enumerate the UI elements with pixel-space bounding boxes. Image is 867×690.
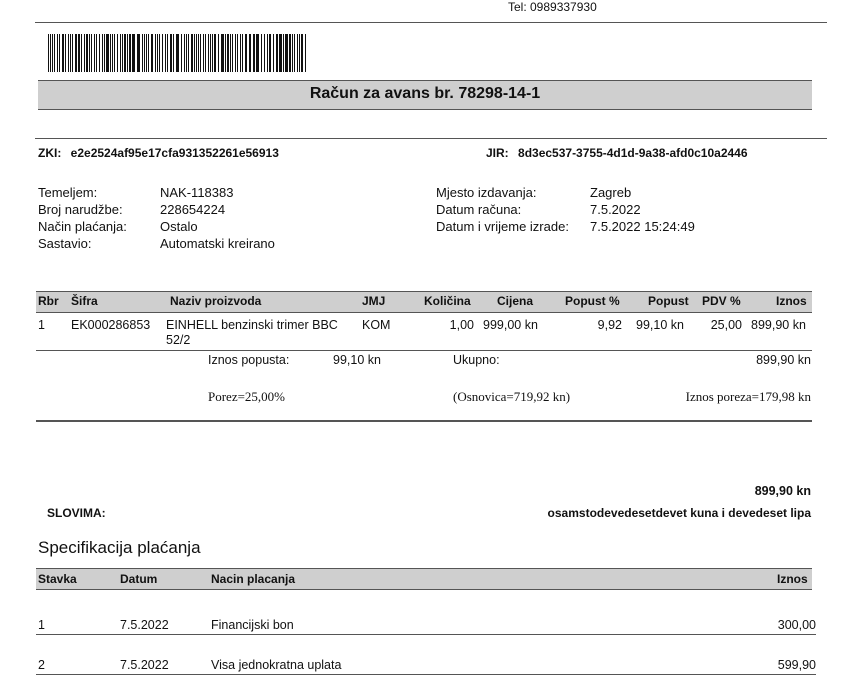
barcode-bar xyxy=(129,34,131,72)
barcode xyxy=(48,34,308,72)
barcode-bar xyxy=(110,34,111,72)
pcell-stavka: 1 xyxy=(38,618,45,632)
col-popust: Popust xyxy=(648,294,689,308)
col-naziv: Naziv proizvoda xyxy=(170,294,262,308)
pcell-nacin: Visa jednokratna uplata xyxy=(211,658,342,672)
barcode-bar xyxy=(191,34,193,72)
barcode-bar xyxy=(267,34,268,72)
barcode-bar xyxy=(237,34,238,72)
cell-pdv: 25,00 xyxy=(710,318,742,332)
cell-sifra: EK000286853 xyxy=(71,318,151,332)
cell-popust-pct: 9,92 xyxy=(597,318,622,332)
barcode-bar xyxy=(221,34,224,72)
pcol-nacin: Nacin placanja xyxy=(211,572,296,586)
cell-cijena: 999,00 kn xyxy=(483,318,538,332)
barcode-bar xyxy=(155,34,156,72)
cell-kolicina: 1,00 xyxy=(449,318,474,332)
barcode-bar xyxy=(120,34,121,72)
barcode-bar xyxy=(256,34,259,72)
cell-jmj: KOM xyxy=(362,318,391,332)
barcode-bar xyxy=(203,34,204,72)
barcode-bar xyxy=(289,34,291,72)
barcode-bar xyxy=(81,34,82,72)
meta-row xyxy=(38,201,275,218)
pcell-datum: 7.5.2022 xyxy=(120,658,169,672)
barcode-bar xyxy=(232,34,233,72)
barcode-bar xyxy=(96,34,97,72)
barcode-bar xyxy=(48,34,49,72)
barcode-bar xyxy=(214,34,216,72)
pcell-datum: 7.5.2022 xyxy=(120,618,169,632)
barcode-bar xyxy=(102,34,103,72)
barcode-bar xyxy=(294,34,295,72)
pcol-datum: Datum xyxy=(120,572,158,586)
pcell-iznos: 599,90 xyxy=(777,658,816,672)
barcode-bar xyxy=(305,34,306,72)
meta-row xyxy=(436,218,695,235)
meta-label: Broj narudžbe: xyxy=(38,202,123,217)
barcode-bar xyxy=(200,34,201,72)
payment-row-divider xyxy=(36,634,816,635)
meta-row xyxy=(436,201,695,218)
barcode-bar xyxy=(157,34,158,72)
zki-value: e2e2524af95e17cfa931352261e56913 xyxy=(70,146,279,160)
meta-label: Mjesto izdavanja: xyxy=(436,185,537,200)
barcode-bar xyxy=(264,34,265,72)
barcode-bar xyxy=(230,34,231,72)
barcode-bar xyxy=(151,34,153,72)
barcode-bar xyxy=(84,34,85,72)
barcode-bar xyxy=(235,34,236,72)
barcode-bar xyxy=(57,34,58,72)
barcode-bar xyxy=(75,34,77,72)
barcode-bar xyxy=(142,34,143,72)
barcode-bar xyxy=(91,34,92,72)
barcode-bar xyxy=(186,34,187,72)
payment-spec-title: Specifikacija plaćanja xyxy=(38,538,201,557)
summary-divider xyxy=(36,420,812,422)
barcode-bar xyxy=(72,34,73,72)
barcode-bar xyxy=(292,34,293,72)
barcode-bar xyxy=(137,34,140,72)
col-iznos: Iznos xyxy=(776,294,807,308)
barcode-bar xyxy=(122,34,123,72)
cell-popust: 99,10 kn xyxy=(636,318,684,332)
col-rbr: Rbr xyxy=(38,294,59,308)
slovima-value: osamstodevedesetdevet kuna i devedeset lipa xyxy=(547,506,811,520)
col-popust-pct: Popust % xyxy=(565,294,620,308)
barcode-bar xyxy=(276,34,278,72)
barcode-bar xyxy=(65,34,66,72)
pcell-nacin: Financijski bon xyxy=(211,618,294,632)
pcol-stavka: Stavka xyxy=(38,572,77,586)
barcode-bar xyxy=(104,34,105,72)
barcode-bar xyxy=(181,34,182,72)
col-kolicina: Količina xyxy=(424,294,471,308)
barcode-bar xyxy=(240,34,241,72)
barcode-bar xyxy=(205,34,206,72)
barcode-bar xyxy=(170,34,172,72)
meta-label: Način plaćanja: xyxy=(38,219,127,234)
barcode-bar xyxy=(279,34,282,72)
barcode-bar xyxy=(148,34,149,72)
zki-divider xyxy=(35,138,827,139)
barcode-bar xyxy=(297,34,298,72)
barcode-bar xyxy=(299,34,300,72)
total-value: 899,90 kn xyxy=(756,353,811,367)
pcell-stavka: 2 xyxy=(38,658,45,672)
barcode-bar xyxy=(173,34,174,72)
col-sifra: Šifra xyxy=(71,294,98,308)
meta-label: Sastavio: xyxy=(38,236,92,251)
meta-row xyxy=(38,218,275,235)
barcode-bar xyxy=(249,34,251,72)
barcode-bar xyxy=(225,34,226,72)
barcode-bar xyxy=(184,34,185,72)
barcode-bar xyxy=(212,34,213,72)
tel-number: Tel: 0989337930 xyxy=(508,0,597,14)
pcol-iznos: Iznos xyxy=(777,572,808,586)
meta-value: 7.5.2022 15:24:49 xyxy=(590,219,695,234)
barcode-bar xyxy=(54,34,55,72)
barcode-bar xyxy=(52,34,53,72)
barcode-bar xyxy=(114,34,115,72)
barcode-bar xyxy=(99,34,100,72)
barcode-bar xyxy=(62,34,64,72)
meta-row xyxy=(436,184,695,201)
zki-label: ZKI: xyxy=(38,146,62,160)
pcell-iznos: 300,00 xyxy=(777,618,816,632)
barcode-bar xyxy=(127,34,128,72)
barcode-bar xyxy=(144,34,145,72)
barcode-bar xyxy=(218,34,219,72)
meta-value: Automatski kreirano xyxy=(160,236,275,251)
barcode-bar xyxy=(269,34,271,72)
barcode-bar xyxy=(194,34,195,72)
total-label: Ukupno: xyxy=(453,353,500,367)
col-cijena: Cijena xyxy=(497,294,534,308)
discount-label: Iznos popusta: xyxy=(208,353,290,367)
barcode-bar xyxy=(78,34,80,72)
meta-left xyxy=(38,184,275,252)
meta-value: 7.5.2022 xyxy=(590,202,641,217)
jir-line xyxy=(486,146,748,160)
meta-row xyxy=(38,235,275,252)
barcode-bar xyxy=(227,34,229,72)
cell-naziv-line2: 52/2 xyxy=(166,333,191,347)
barcode-bar xyxy=(167,34,168,72)
tax-amount: Iznos poreza=179,98 kn xyxy=(685,389,811,404)
barcode-bar xyxy=(106,34,109,72)
barcode-bar xyxy=(117,34,118,72)
meta-row xyxy=(38,184,275,201)
barcode-bar xyxy=(94,34,95,72)
barcode-bar xyxy=(59,34,60,72)
barcode-bar xyxy=(210,34,211,72)
barcode-bar xyxy=(68,34,69,72)
barcode-bar xyxy=(208,34,209,72)
barcode-bar xyxy=(124,34,126,72)
jir-label: JIR: xyxy=(486,146,509,160)
header-divider xyxy=(35,22,827,23)
meta-value: Ostalo xyxy=(160,219,198,234)
barcode-bar xyxy=(242,34,243,72)
barcode-bar xyxy=(165,34,166,72)
barcode-bar xyxy=(146,34,147,72)
col-jmj: JMJ xyxy=(362,294,386,308)
barcode-bar xyxy=(245,34,247,72)
invoice-title: Račun za avans br. 78298-14-1 xyxy=(309,85,541,102)
meta-label: Datum i vrijeme izrade: xyxy=(436,219,569,234)
items-divider xyxy=(36,350,812,351)
grand-total: 899,90 kn xyxy=(754,484,811,498)
meta-label: Temeljem: xyxy=(38,185,98,200)
barcode-bar xyxy=(50,34,51,72)
barcode-bar xyxy=(159,34,160,72)
barcode-bar xyxy=(188,34,189,72)
barcode-bar xyxy=(273,34,274,72)
barcode-bar xyxy=(261,34,262,72)
barcode-bar xyxy=(132,34,135,72)
barcode-bar xyxy=(196,34,197,72)
barcode-bar xyxy=(198,34,199,72)
meta-label: Datum računa: xyxy=(436,202,522,217)
col-pdv: PDV % xyxy=(702,294,741,308)
cell-rbr: 1 xyxy=(38,318,45,332)
barcode-bar xyxy=(253,34,255,72)
barcode-bar xyxy=(176,34,179,72)
barcode-bar xyxy=(86,34,88,72)
barcode-bar xyxy=(301,34,303,72)
barcode-bar xyxy=(162,34,163,72)
meta-value: Zagreb xyxy=(590,185,632,200)
payment-row-divider xyxy=(36,674,816,675)
meta-value: NAK-118383 xyxy=(160,185,234,200)
jir-value: 8d3ec537-3755-4d1d-9a38-afd0c10a2446 xyxy=(518,146,748,160)
tax-base: (Osnovica=719,92 kn) xyxy=(453,389,571,404)
cell-naziv-line1: EINHELL benzinski trimer BBC xyxy=(166,318,338,332)
barcode-bar xyxy=(285,34,288,72)
discount-value: 99,10 kn xyxy=(333,353,381,367)
slovima-label: SLOVIMA: xyxy=(47,506,106,520)
meta-right xyxy=(436,184,695,235)
meta-value: 228654224 xyxy=(160,202,226,217)
barcode-bar xyxy=(112,34,113,72)
cell-iznos: 899,90 kn xyxy=(751,318,806,332)
tax-rate: Porez=25,00% xyxy=(208,389,286,404)
zki-line xyxy=(38,146,279,160)
barcode-bar xyxy=(89,34,90,72)
barcode-bar xyxy=(70,34,71,72)
barcode-bar xyxy=(283,34,284,72)
